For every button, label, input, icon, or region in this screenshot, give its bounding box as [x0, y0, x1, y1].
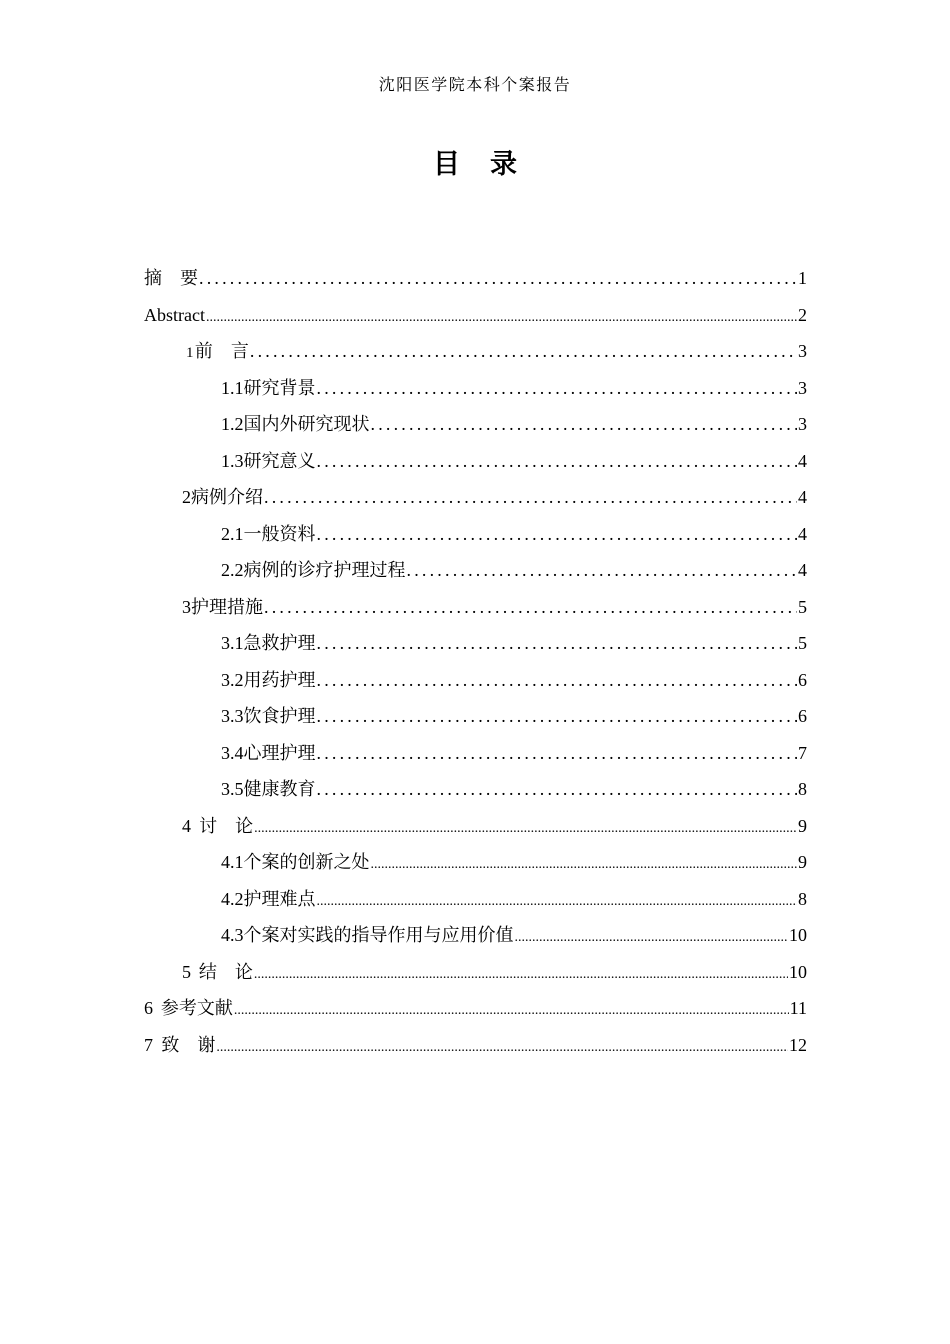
toc-entry-page-number: 10	[789, 961, 807, 982]
toc-entry-label: Abstract	[144, 304, 205, 325]
table-of-contents	[144, 260, 807, 1063]
toc-entry-number: 3.4	[221, 742, 244, 763]
toc-entry-number: 1	[186, 345, 194, 361]
toc-entry[interactable]	[144, 881, 807, 918]
toc-entry-label: 饮食护理	[243, 706, 316, 726]
toc-dot-leader	[317, 698, 798, 735]
toc-dot-leader	[317, 625, 798, 662]
toc-title	[0, 142, 950, 181]
toc-entry-number: 3.3	[221, 706, 244, 726]
toc-entry-number: 3.5	[221, 779, 244, 799]
toc-entry[interactable]	[144, 735, 807, 772]
toc-entry-label: 病例介绍	[191, 487, 263, 507]
toc-entry-page-number: 12	[789, 1034, 807, 1055]
toc-entry[interactable]	[144, 552, 807, 589]
toc-entry-page-number: 4	[798, 450, 807, 471]
toc-entry-page-number: 4	[798, 487, 807, 507]
toc-entry-page-number: 3	[798, 377, 807, 398]
toc-entry-page-number: 9	[798, 815, 807, 836]
toc-entry[interactable]	[144, 260, 807, 297]
toc-entry[interactable]	[144, 771, 807, 808]
toc-dot-leader	[317, 662, 798, 699]
toc-entry-page-number: 4	[798, 560, 807, 580]
toc-entry-number: 2.1	[221, 523, 244, 544]
toc-entry-label: 心理护理	[243, 742, 316, 763]
toc-entry-label: 个案对实践的指导作用与应用价值	[243, 925, 514, 945]
toc-entry[interactable]	[144, 297, 807, 334]
toc-dot-leader	[199, 260, 797, 297]
toc-dot-leader	[317, 884, 798, 921]
toc-dot-leader	[264, 479, 797, 516]
toc-entry-number: 7	[144, 1034, 153, 1055]
toc-dot-leader	[317, 516, 798, 553]
toc-entry-page-number: 7	[798, 742, 807, 763]
toc-dot-leader	[264, 589, 797, 626]
toc-dot-leader	[317, 443, 798, 480]
toc-entry[interactable]	[144, 589, 807, 626]
toc-entry-page-number: 3	[798, 414, 807, 434]
toc-entry[interactable]	[144, 443, 807, 480]
toc-dot-leader	[216, 1030, 788, 1067]
toc-entry-page-number: 3	[798, 341, 807, 361]
toc-entry[interactable]	[144, 662, 807, 699]
toc-entry-label: 护理难点	[243, 888, 316, 909]
toc-entry-number: 4.1	[221, 852, 244, 872]
toc-entry[interactable]	[144, 370, 807, 407]
toc-entry-number: 3.2	[221, 669, 244, 690]
toc-entry-page-number: 6	[798, 669, 807, 690]
toc-dot-leader	[254, 957, 788, 994]
toc-entry-number: 4.2	[221, 888, 244, 909]
toc-entry-number: 4	[182, 815, 191, 836]
toc-entry-label: 病例的诊疗护理过程	[243, 560, 406, 580]
toc-entry-label: 健康教育	[243, 779, 316, 799]
toc-dot-leader	[317, 735, 798, 772]
toc-entry-page-number: 10	[789, 925, 807, 945]
toc-dot-leader	[317, 370, 798, 407]
toc-entry-number: 3.1	[221, 633, 244, 653]
toc-entry-page-number: 5	[798, 633, 807, 653]
toc-entry-number: 6	[144, 998, 153, 1018]
toc-entry[interactable]	[144, 698, 807, 735]
toc-entry-label: 结 论	[198, 961, 253, 982]
toc-entry-page-number: 5	[798, 596, 807, 617]
toc-dot-leader	[515, 920, 789, 957]
toc-entry[interactable]	[144, 1027, 807, 1064]
toc-entry[interactable]	[144, 808, 807, 845]
toc-entry-number: 1.2	[221, 414, 244, 434]
toc-title-char-1: 目	[433, 149, 460, 180]
toc-entry-page-number: 11	[789, 998, 807, 1018]
toc-entry-label: 一般资料	[243, 523, 316, 544]
toc-title-char-2: 录	[490, 149, 517, 180]
toc-entry-number: 4.3	[221, 925, 244, 945]
toc-entry-label: 研究背景	[243, 377, 316, 398]
toc-entry[interactable]	[144, 516, 807, 553]
toc-dot-leader	[407, 552, 798, 589]
toc-entry-label: 护理措施	[191, 596, 263, 617]
toc-entry-number: 1.1	[221, 377, 244, 398]
toc-entry-label: 参考文献	[160, 998, 233, 1018]
toc-dot-leader	[371, 847, 798, 884]
toc-dot-leader	[371, 406, 798, 443]
toc-entry-number: 2	[182, 487, 191, 507]
toc-entry-label: 用药护理	[243, 669, 316, 690]
toc-dot-leader	[250, 333, 797, 370]
toc-entry-label: 致 谢	[161, 1034, 216, 1055]
toc-entry-page-number: 8	[798, 888, 807, 909]
toc-entry-label: 个案的创新之处	[243, 852, 370, 872]
toc-entry-page-number: 8	[798, 779, 807, 799]
toc-entry-number: 5	[182, 961, 191, 982]
toc-entry-label: 急救护理	[243, 633, 316, 653]
toc-entry-label: 国内外研究现状	[243, 414, 370, 434]
toc-dot-leader	[317, 771, 798, 808]
toc-dot-leader	[234, 993, 789, 1030]
toc-entry-number: 3	[182, 596, 191, 617]
toc-entry[interactable]	[144, 333, 807, 370]
toc-entry-number: 1.3	[221, 450, 244, 471]
running-header: 沈阳医学院本科个案报告	[378, 77, 572, 94]
toc-entry[interactable]	[144, 844, 807, 881]
toc-entry[interactable]	[144, 917, 807, 954]
toc-dot-leader	[254, 811, 797, 848]
toc-entry-label: 研究意义	[243, 450, 316, 471]
toc-dot-leader	[206, 300, 797, 337]
toc-entry-page-number: 6	[798, 706, 807, 726]
toc-entry-label: 前 言	[194, 341, 249, 361]
toc-entry-page-number: 9	[798, 852, 807, 872]
toc-entry-page-number: 1	[798, 268, 807, 288]
toc-entry-label: 讨 论	[199, 815, 254, 836]
toc-entry-page-number: 4	[798, 523, 807, 544]
toc-entry[interactable]	[144, 954, 807, 991]
toc-entry[interactable]	[144, 479, 807, 516]
toc-entry[interactable]	[144, 625, 807, 662]
toc-entry-label: 摘 要	[144, 268, 198, 288]
toc-entry-number: 2.2	[221, 560, 244, 580]
toc-entry[interactable]	[144, 990, 807, 1027]
toc-entry[interactable]	[144, 406, 807, 443]
toc-entry-page-number: 2	[798, 304, 807, 325]
